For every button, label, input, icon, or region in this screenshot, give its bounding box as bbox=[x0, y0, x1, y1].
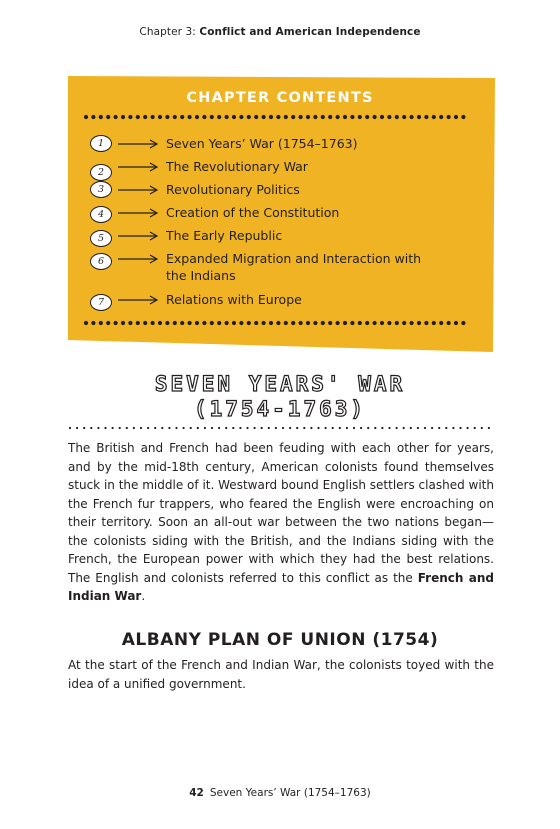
dot bbox=[438, 427, 440, 429]
dot bbox=[114, 321, 118, 325]
dot bbox=[99, 115, 103, 119]
arrow-right-icon bbox=[118, 184, 160, 196]
dot bbox=[388, 427, 390, 429]
dot bbox=[143, 321, 147, 325]
dot bbox=[432, 321, 436, 325]
dot bbox=[402, 321, 406, 325]
dot bbox=[246, 427, 248, 429]
dot bbox=[276, 115, 280, 119]
dot bbox=[289, 427, 291, 429]
dot bbox=[91, 321, 95, 325]
page-footer bbox=[0, 787, 560, 799]
dot bbox=[332, 427, 334, 429]
dot bbox=[119, 427, 121, 429]
dot bbox=[336, 321, 340, 325]
dot bbox=[210, 115, 214, 119]
dot bbox=[431, 427, 433, 429]
dot bbox=[217, 115, 221, 119]
dot bbox=[225, 321, 229, 325]
dot bbox=[140, 427, 142, 429]
dot bbox=[424, 321, 428, 325]
dot bbox=[136, 321, 140, 325]
dot bbox=[76, 427, 78, 429]
dot bbox=[239, 321, 243, 325]
item-number-badge: 7 bbox=[90, 294, 112, 311]
dot bbox=[168, 427, 170, 429]
dot bbox=[410, 321, 414, 325]
dot bbox=[367, 427, 369, 429]
item-number-badge: 1 bbox=[90, 135, 112, 152]
page-number: 42 bbox=[189, 787, 204, 799]
dot bbox=[190, 427, 192, 429]
dot bbox=[396, 427, 398, 429]
dot bbox=[403, 427, 405, 429]
dot bbox=[161, 427, 163, 429]
arrow-right-icon bbox=[118, 230, 160, 242]
dot bbox=[128, 115, 132, 119]
dot bbox=[136, 115, 140, 119]
dot bbox=[467, 427, 469, 429]
dot bbox=[299, 115, 303, 119]
dot bbox=[353, 427, 355, 429]
dot bbox=[410, 115, 414, 119]
dot bbox=[310, 427, 312, 429]
dot bbox=[395, 115, 399, 119]
dot bbox=[358, 115, 362, 119]
contents-item-label: Seven Years’ War (1754–1763) bbox=[166, 136, 358, 151]
dot bbox=[188, 321, 192, 325]
paragraph-bold-term: French and Indian War bbox=[68, 570, 495, 603]
dot bbox=[254, 427, 256, 429]
section-title-line1: SEVEN YEARS' WAR bbox=[154, 372, 406, 396]
dot bbox=[268, 427, 270, 429]
dot bbox=[282, 427, 284, 429]
dot bbox=[291, 321, 295, 325]
contents-title: CHAPTER CONTENTS bbox=[186, 90, 374, 106]
dot bbox=[447, 115, 451, 119]
dot bbox=[202, 321, 206, 325]
dot bbox=[350, 321, 354, 325]
dot bbox=[114, 115, 118, 119]
dot bbox=[180, 115, 184, 119]
dot bbox=[225, 427, 227, 429]
subsection-title: ALBANY PLAN OF UNION (1754) bbox=[121, 630, 439, 650]
dot bbox=[188, 115, 192, 119]
dot bbox=[90, 427, 92, 429]
dot bbox=[447, 321, 451, 325]
dot bbox=[175, 427, 177, 429]
dot bbox=[197, 427, 199, 429]
dot bbox=[402, 115, 406, 119]
contents-item-label: The Revolutionary War bbox=[166, 159, 308, 174]
dot bbox=[158, 115, 162, 119]
running-head-chapter: Chapter 3: bbox=[139, 26, 196, 38]
dot bbox=[133, 427, 135, 429]
dot bbox=[276, 321, 280, 325]
dot bbox=[303, 427, 305, 429]
dot bbox=[225, 115, 229, 119]
dot bbox=[239, 427, 241, 429]
dot bbox=[106, 321, 110, 325]
running-head-title: Conflict and American Independence bbox=[199, 26, 421, 38]
dot bbox=[121, 115, 125, 119]
dot bbox=[343, 115, 347, 119]
dot bbox=[269, 115, 273, 119]
dot bbox=[313, 321, 317, 325]
dot bbox=[112, 427, 114, 429]
dot bbox=[91, 115, 95, 119]
contents-item-label: The Early Republic bbox=[166, 228, 283, 243]
dot bbox=[417, 427, 419, 429]
dot bbox=[126, 427, 128, 429]
dot bbox=[432, 115, 436, 119]
dotted-divider bbox=[68, 425, 494, 431]
dot bbox=[296, 427, 298, 429]
dot bbox=[211, 427, 213, 429]
dot bbox=[461, 321, 465, 325]
dot bbox=[395, 321, 399, 325]
dot bbox=[343, 321, 347, 325]
dot bbox=[83, 427, 85, 429]
footer-text: Seven Years’ War (1754–1763) bbox=[209, 787, 371, 799]
dot bbox=[358, 321, 362, 325]
dot bbox=[232, 321, 236, 325]
dot bbox=[313, 115, 317, 119]
dot bbox=[387, 321, 391, 325]
dot bbox=[424, 427, 426, 429]
arrow-right-icon bbox=[118, 207, 160, 219]
dot bbox=[380, 115, 384, 119]
subsection-paragraph: At the start of the French and Indian War, the colonists toyed with the idea of a unified government. bbox=[68, 658, 494, 691]
dot bbox=[104, 427, 106, 429]
dot bbox=[374, 427, 376, 429]
dot bbox=[247, 115, 251, 119]
dot bbox=[147, 427, 149, 429]
dot bbox=[328, 321, 332, 325]
section-paragraph bbox=[68, 439, 494, 606]
dot bbox=[275, 427, 277, 429]
dot bbox=[173, 321, 177, 325]
dot bbox=[424, 115, 428, 119]
paragraph-text: The British and French had been feuding with each other for years, and by the mid-18th century, American colonists found themselves stuck in the middle of it. Westward bound English settlers clashed with the French fur trappers, who feared the English were encroaching on their territory. Soon an all-out war between the two nations began—the colonists siding with the British, and the Indians siding with the French, the European power with which they had the best relations. The English and colonists referred to this conflict as the bbox=[68, 441, 494, 585]
chapter-contents-box bbox=[0, 0, 560, 370]
contents-item-label: Revolutionary Politics bbox=[166, 182, 300, 197]
dot bbox=[410, 427, 412, 429]
dot bbox=[346, 427, 348, 429]
dot bbox=[254, 115, 258, 119]
dot bbox=[99, 321, 103, 325]
dot bbox=[204, 427, 206, 429]
dot bbox=[454, 115, 458, 119]
dot bbox=[417, 321, 421, 325]
dot bbox=[128, 321, 132, 325]
contents-item-label: Expanded Migration and Interaction with the Indians bbox=[166, 251, 422, 283]
dot bbox=[121, 321, 125, 325]
item-number-badge: 5 bbox=[90, 230, 112, 247]
dot bbox=[84, 115, 88, 119]
contents-item-label: Creation of the Constitution bbox=[166, 205, 340, 220]
dot bbox=[284, 321, 288, 325]
dot bbox=[217, 321, 221, 325]
dot bbox=[380, 321, 384, 325]
dot bbox=[232, 427, 234, 429]
dot bbox=[165, 321, 169, 325]
dot bbox=[261, 427, 263, 429]
dot bbox=[165, 115, 169, 119]
dot bbox=[488, 427, 490, 429]
arrow-right-icon bbox=[118, 161, 160, 173]
dot bbox=[317, 427, 319, 429]
dot bbox=[180, 321, 184, 325]
dot bbox=[232, 115, 236, 119]
dot bbox=[143, 115, 147, 119]
dot bbox=[269, 321, 273, 325]
dot bbox=[291, 115, 295, 119]
dot bbox=[381, 427, 383, 429]
dot bbox=[439, 115, 443, 119]
arrow-right-icon bbox=[118, 138, 160, 150]
dot bbox=[106, 115, 110, 119]
dot bbox=[387, 115, 391, 119]
section-title bbox=[0, 372, 560, 422]
dot bbox=[365, 321, 369, 325]
dot bbox=[84, 321, 88, 325]
arrow-right-icon bbox=[118, 253, 160, 265]
arrow-right-icon bbox=[118, 294, 160, 306]
dot bbox=[69, 427, 71, 429]
dot bbox=[474, 427, 476, 429]
dot bbox=[321, 321, 325, 325]
dot bbox=[151, 321, 155, 325]
dot bbox=[210, 321, 214, 325]
item-number-badge: 3 bbox=[90, 181, 112, 198]
dot bbox=[254, 321, 258, 325]
dot bbox=[461, 115, 465, 119]
dot bbox=[350, 115, 354, 119]
dot bbox=[459, 427, 461, 429]
item-number-badge: 6 bbox=[90, 253, 112, 270]
dot bbox=[373, 115, 377, 119]
dot bbox=[339, 427, 341, 429]
paragraph-end: . bbox=[141, 589, 146, 603]
contents-item-label: Relations with Europe bbox=[166, 292, 302, 307]
dot bbox=[365, 115, 369, 119]
dot bbox=[336, 115, 340, 119]
dot bbox=[202, 115, 206, 119]
dot bbox=[284, 115, 288, 119]
dot bbox=[247, 321, 251, 325]
dot bbox=[325, 427, 327, 429]
dot bbox=[158, 321, 162, 325]
dot bbox=[306, 115, 310, 119]
dot bbox=[439, 321, 443, 325]
dot bbox=[445, 427, 447, 429]
dot bbox=[183, 427, 185, 429]
dot bbox=[195, 321, 199, 325]
dot bbox=[195, 115, 199, 119]
section-title-line2: (1754-1763) bbox=[193, 397, 367, 421]
dot bbox=[151, 115, 155, 119]
dot bbox=[262, 321, 266, 325]
dot bbox=[306, 321, 310, 325]
dot bbox=[373, 321, 377, 325]
dot bbox=[360, 427, 362, 429]
dot bbox=[97, 427, 99, 429]
dot bbox=[239, 115, 243, 119]
dot bbox=[328, 115, 332, 119]
item-number-badge: 4 bbox=[90, 206, 112, 223]
dot bbox=[481, 427, 483, 429]
dot bbox=[321, 115, 325, 119]
dot bbox=[452, 427, 454, 429]
dot bbox=[154, 427, 156, 429]
dot bbox=[299, 321, 303, 325]
dot bbox=[454, 321, 458, 325]
dot bbox=[262, 115, 266, 119]
dot bbox=[173, 115, 177, 119]
item-number-badge: 2 bbox=[90, 164, 112, 181]
dot bbox=[218, 427, 220, 429]
dot bbox=[417, 115, 421, 119]
